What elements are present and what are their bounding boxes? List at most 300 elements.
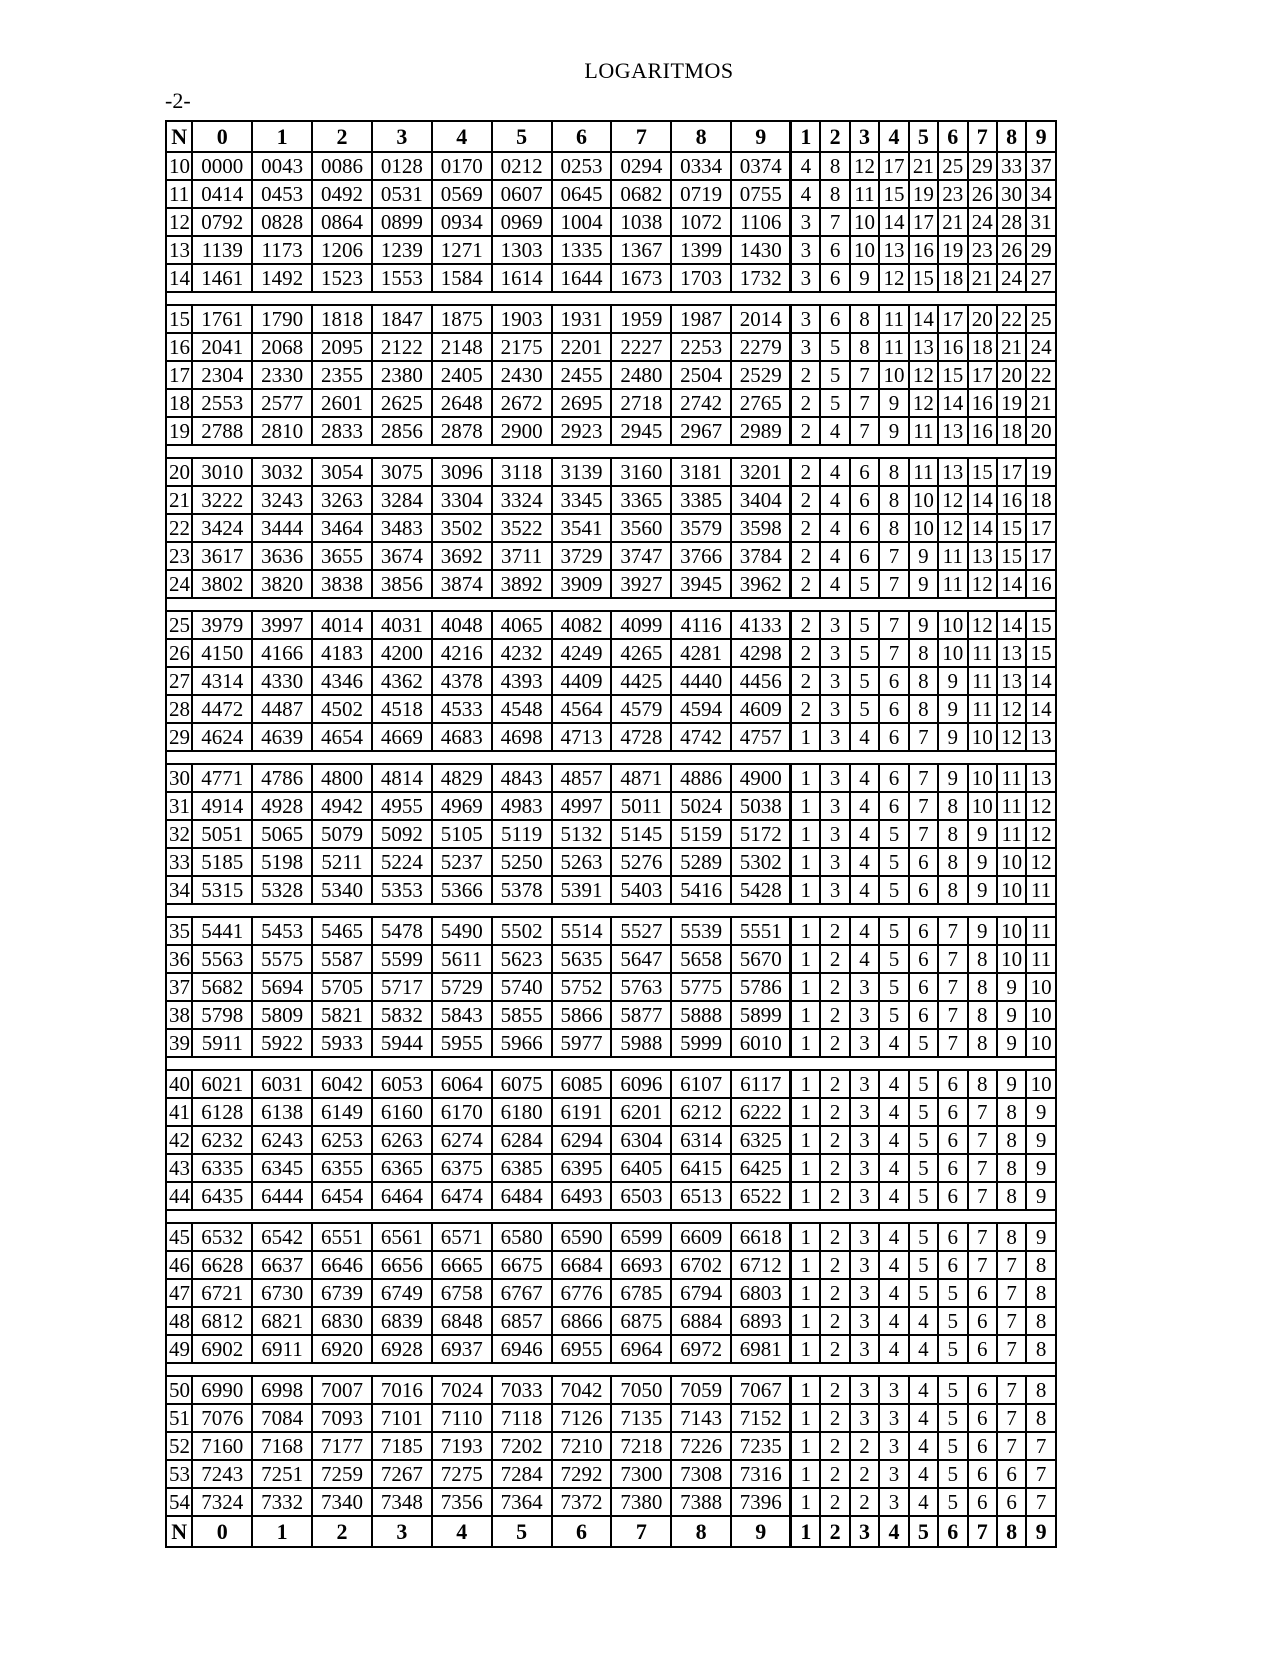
proportional-part-cell: 12	[968, 611, 997, 639]
mantissa-cell: 6972	[671, 1335, 731, 1363]
proportional-part-cell: 12	[997, 695, 1026, 723]
mantissa-cell: 7332	[252, 1488, 312, 1516]
proportional-part-cell: 6	[938, 1182, 967, 1210]
table-row	[166, 764, 1056, 792]
proportional-part-cell: 7	[938, 973, 967, 1001]
header-proportional-9: 9	[1026, 121, 1056, 152]
mantissa-cell: 5237	[432, 848, 492, 876]
proportional-part-cell: 9	[938, 667, 967, 695]
proportional-part-cell: 5	[909, 1279, 938, 1307]
table-row	[166, 820, 1056, 848]
proportional-part-cell: 22	[1026, 361, 1056, 389]
mantissa-cell: 3054	[312, 458, 372, 486]
mantissa-cell: 5611	[432, 945, 492, 973]
mantissa-cell: 4425	[611, 667, 671, 695]
proportional-part-cell: 19	[997, 389, 1026, 417]
proportional-part-cell: 4	[850, 848, 879, 876]
table-row	[166, 723, 1056, 751]
table-row	[166, 458, 1056, 486]
row-number: 49	[166, 1335, 192, 1363]
proportional-part-cell: 4	[850, 792, 879, 820]
proportional-part-cell: 2	[820, 1432, 849, 1460]
mantissa-cell: 7226	[671, 1432, 731, 1460]
mantissa-cell: 7101	[372, 1404, 432, 1432]
mantissa-cell: 6365	[372, 1154, 432, 1182]
proportional-part-cell: 8	[820, 180, 849, 208]
proportional-part-cell: 3	[879, 1432, 908, 1460]
mantissa-cell: 4472	[192, 695, 252, 723]
proportional-part-cell: 4	[909, 1488, 938, 1516]
proportional-part-cell: 1	[791, 1182, 820, 1210]
mantissa-cell: 3874	[432, 570, 492, 598]
mantissa-cell: 0792	[192, 208, 252, 236]
proportional-part-cell: 4	[820, 486, 849, 514]
mantissa-cell: 5038	[731, 792, 791, 820]
mantissa-cell: 3579	[671, 514, 731, 542]
proportional-part-cell: 6	[820, 264, 849, 292]
mantissa-cell: 6435	[192, 1182, 252, 1210]
proportional-part-cell: 3	[820, 820, 849, 848]
mantissa-cell: 3856	[372, 570, 432, 598]
proportional-part-cell: 2	[850, 1432, 879, 1460]
mantissa-cell: 5289	[671, 848, 731, 876]
group-separator-cell	[166, 292, 1056, 305]
proportional-part-cell: 5	[879, 973, 908, 1001]
proportional-part-cell: 23	[968, 236, 997, 264]
proportional-part-cell: 1	[791, 1460, 820, 1488]
proportional-part-cell: 1	[791, 1251, 820, 1279]
mantissa-cell: 6405	[611, 1154, 671, 1182]
proportional-part-cell: 2	[820, 1460, 849, 1488]
proportional-part-cell: 6	[938, 1154, 967, 1182]
proportional-part-cell: 4	[879, 1029, 908, 1057]
mantissa-cell: 4456	[731, 667, 791, 695]
mantissa-cell: 2923	[552, 417, 612, 445]
row-number: 54	[166, 1488, 192, 1516]
mantissa-cell: 2833	[312, 417, 372, 445]
mantissa-cell: 6618	[731, 1223, 791, 1251]
proportional-part-cell: 12	[1026, 792, 1056, 820]
proportional-part-cell: 4	[879, 1098, 908, 1126]
mantissa-cell: 4166	[252, 639, 312, 667]
table-row	[166, 570, 1056, 598]
mantissa-cell: 3304	[432, 486, 492, 514]
mantissa-cell: 3979	[192, 611, 252, 639]
header-proportional-3: 3	[850, 1516, 879, 1547]
mantissa-cell: 0569	[432, 180, 492, 208]
proportional-part-cell: 1	[791, 1432, 820, 1460]
mantissa-cell: 3424	[192, 514, 252, 542]
group-separator	[166, 1057, 1056, 1070]
mantissa-cell: 5933	[312, 1029, 372, 1057]
proportional-part-cell: 12	[909, 361, 938, 389]
mantissa-cell: 6990	[192, 1376, 252, 1404]
mantissa-cell: 3243	[252, 486, 312, 514]
mantissa-cell: 7340	[312, 1488, 372, 1516]
header-proportional-7: 7	[968, 1516, 997, 1547]
mantissa-cell: 5315	[192, 876, 252, 904]
row-number: 35	[166, 917, 192, 945]
mantissa-cell: 2480	[611, 361, 671, 389]
mantissa-cell: 6656	[372, 1251, 432, 1279]
proportional-part-cell: 3	[879, 1488, 908, 1516]
mantissa-cell: 7193	[432, 1432, 492, 1460]
mantissa-cell: 3118	[492, 458, 552, 486]
proportional-part-cell: 17	[909, 208, 938, 236]
header-mantissa-3: 3	[372, 1516, 432, 1547]
row-number: 33	[166, 848, 192, 876]
mantissa-cell: 7135	[611, 1404, 671, 1432]
mantissa-cell: 5740	[492, 973, 552, 1001]
proportional-part-cell: 2	[820, 945, 849, 973]
mantissa-cell: 5694	[252, 973, 312, 1001]
proportional-part-cell: 2	[820, 1029, 849, 1057]
header-proportional-2: 2	[820, 1516, 849, 1547]
proportional-part-cell: 4	[909, 1460, 938, 1488]
proportional-part-cell: 9	[879, 417, 908, 445]
mantissa-cell: 5888	[671, 1001, 731, 1029]
proportional-part-cell: 15	[997, 542, 1026, 570]
proportional-part-cell: 2	[820, 1307, 849, 1335]
proportional-part-cell: 1	[791, 1098, 820, 1126]
mantissa-cell: 6684	[552, 1251, 612, 1279]
mantissa-cell: 6646	[312, 1251, 372, 1279]
group-separator-cell	[166, 445, 1056, 458]
mantissa-cell: 3365	[611, 486, 671, 514]
mantissa-cell: 4232	[492, 639, 552, 667]
header-mantissa-7: 7	[611, 1516, 671, 1547]
mantissa-cell: 0414	[192, 180, 252, 208]
proportional-part-cell: 11	[850, 180, 879, 208]
mantissa-cell: 6345	[252, 1154, 312, 1182]
header-mantissa-6: 6	[552, 1516, 612, 1547]
mantissa-cell: 3075	[372, 458, 432, 486]
mantissa-cell: 4346	[312, 667, 372, 695]
proportional-part-cell: 7	[850, 361, 879, 389]
mantissa-cell: 6096	[611, 1070, 671, 1098]
mantissa-cell: 4082	[552, 611, 612, 639]
proportional-part-cell: 7	[938, 1001, 967, 1029]
mantissa-cell: 3464	[312, 514, 372, 542]
proportional-part-cell: 3	[820, 848, 849, 876]
header-proportional-6: 6	[938, 121, 967, 152]
mantissa-cell: 7024	[432, 1376, 492, 1404]
mantissa-cell: 2989	[731, 417, 791, 445]
proportional-part-cell: 7	[968, 1182, 997, 1210]
proportional-part-cell: 3	[850, 1154, 879, 1182]
proportional-part-cell: 3	[820, 667, 849, 695]
proportional-part-cell: 6	[968, 1307, 997, 1335]
table-row	[166, 945, 1056, 973]
proportional-part-cell: 2	[791, 639, 820, 667]
mantissa-cell: 6532	[192, 1223, 252, 1251]
proportional-part-cell: 1	[791, 1279, 820, 1307]
proportional-part-cell: 6	[968, 1460, 997, 1488]
header-mantissa-6: 6	[552, 121, 612, 152]
row-number: 50	[166, 1376, 192, 1404]
proportional-part-cell: 6	[968, 1404, 997, 1432]
proportional-part-cell: 14	[1026, 667, 1056, 695]
mantissa-cell: 6484	[492, 1182, 552, 1210]
mantissa-cell: 3729	[552, 542, 612, 570]
mantissa-cell: 4314	[192, 667, 252, 695]
proportional-part-cell: 1	[791, 945, 820, 973]
proportional-part-cell: 14	[909, 305, 938, 333]
row-number: 47	[166, 1279, 192, 1307]
proportional-part-cell: 6	[879, 695, 908, 723]
proportional-part-cell: 2	[791, 486, 820, 514]
proportional-part-cell: 9	[909, 542, 938, 570]
mantissa-cell: 3502	[432, 514, 492, 542]
mantissa-cell: 1335	[552, 236, 612, 264]
mantissa-cell: 3139	[552, 458, 612, 486]
proportional-part-cell: 7	[968, 1251, 997, 1279]
proportional-part-cell: 2	[820, 1335, 849, 1363]
proportional-part-cell: 4	[909, 1335, 938, 1363]
mantissa-cell: 7168	[252, 1432, 312, 1460]
mantissa-cell: 7067	[731, 1376, 791, 1404]
mantissa-cell: 2529	[731, 361, 791, 389]
mantissa-cell: 4116	[671, 611, 731, 639]
proportional-part-cell: 7	[938, 917, 967, 945]
proportional-part-cell: 4	[850, 945, 879, 973]
mantissa-cell: 2068	[252, 333, 312, 361]
mantissa-cell: 5855	[492, 1001, 552, 1029]
proportional-part-cell: 17	[968, 361, 997, 389]
proportional-part-cell: 7	[909, 764, 938, 792]
mantissa-cell: 4742	[671, 723, 731, 751]
table-row	[166, 695, 1056, 723]
mantissa-cell: 6444	[252, 1182, 312, 1210]
proportional-part-cell: 3	[879, 1460, 908, 1488]
table-row	[166, 1126, 1056, 1154]
proportional-part-cell: 4	[850, 876, 879, 904]
mantissa-cell: 6749	[372, 1279, 432, 1307]
mantissa-cell: 5185	[192, 848, 252, 876]
mantissa-cell: 6628	[192, 1251, 252, 1279]
proportional-part-cell: 3	[879, 1404, 908, 1432]
mantissa-cell: 4014	[312, 611, 372, 639]
mantissa-cell: 5658	[671, 945, 731, 973]
proportional-part-cell: 10	[938, 611, 967, 639]
mantissa-cell: 4871	[611, 764, 671, 792]
proportional-part-cell: 10	[850, 208, 879, 236]
header-n: N	[166, 121, 192, 152]
mantissa-cell: 2648	[432, 389, 492, 417]
proportional-part-cell: 2	[820, 1070, 849, 1098]
proportional-part-cell: 7	[997, 1335, 1026, 1363]
proportional-part-cell: 4	[820, 570, 849, 598]
mantissa-cell: 2455	[552, 361, 612, 389]
mantissa-cell: 5944	[372, 1029, 432, 1057]
mantissa-cell: 6599	[611, 1223, 671, 1251]
header-proportional-1: 1	[791, 121, 820, 152]
mantissa-cell: 6304	[611, 1126, 671, 1154]
proportional-part-cell: 2	[820, 1126, 849, 1154]
mantissa-cell: 2380	[372, 361, 432, 389]
page-number: -2-	[165, 88, 191, 113]
proportional-part-cell: 21	[938, 208, 967, 236]
proportional-part-cell: 12	[909, 389, 938, 417]
mantissa-cell: 4330	[252, 667, 312, 695]
mantissa-cell: 5105	[432, 820, 492, 848]
row-number: 30	[166, 764, 192, 792]
mantissa-cell: 6609	[671, 1223, 731, 1251]
proportional-part-cell: 8	[997, 1154, 1026, 1182]
header-proportional-9: 9	[1026, 1516, 1056, 1547]
proportional-part-cell: 6	[997, 1460, 1026, 1488]
mantissa-cell: 4886	[671, 764, 731, 792]
mantissa-cell: 4183	[312, 639, 372, 667]
group-separator	[166, 292, 1056, 305]
mantissa-cell: 2355	[312, 361, 372, 389]
proportional-part-cell: 29	[1026, 236, 1056, 264]
mantissa-cell: 2967	[671, 417, 731, 445]
proportional-part-cell: 1	[791, 876, 820, 904]
table-row	[166, 1029, 1056, 1057]
proportional-part-cell: 5	[938, 1376, 967, 1404]
mantissa-cell: 5490	[432, 917, 492, 945]
mantissa-cell: 3324	[492, 486, 552, 514]
mantissa-cell: 4031	[372, 611, 432, 639]
proportional-part-cell: 14	[938, 389, 967, 417]
proportional-part-cell: 17	[1026, 514, 1056, 542]
mantissa-cell: 7324	[192, 1488, 252, 1516]
row-number: 40	[166, 1070, 192, 1098]
mantissa-cell: 1139	[192, 236, 252, 264]
proportional-part-cell: 15	[879, 180, 908, 208]
row-number: 27	[166, 667, 192, 695]
mantissa-cell: 2504	[671, 361, 731, 389]
mantissa-cell: 1271	[432, 236, 492, 264]
proportional-part-cell: 8	[909, 695, 938, 723]
mantissa-cell: 5821	[312, 1001, 372, 1029]
mantissa-cell: 6263	[372, 1126, 432, 1154]
mantissa-cell: 4409	[552, 667, 612, 695]
mantissa-cell: 7110	[432, 1404, 492, 1432]
proportional-part-cell: 10	[997, 848, 1026, 876]
mantissa-cell: 6981	[731, 1335, 791, 1363]
proportional-part-cell: 8	[850, 305, 879, 333]
proportional-part-cell: 1	[791, 820, 820, 848]
mantissa-cell: 4200	[372, 639, 432, 667]
proportional-part-cell: 12	[1026, 820, 1056, 848]
mantissa-cell: 7218	[611, 1432, 671, 1460]
proportional-part-cell: 7	[879, 639, 908, 667]
proportional-part-cell: 6	[820, 236, 849, 264]
proportional-part-cell: 12	[968, 570, 997, 598]
mantissa-cell: 6821	[252, 1307, 312, 1335]
proportional-part-cell: 2	[820, 1376, 849, 1404]
mantissa-cell: 4639	[252, 723, 312, 751]
mantissa-cell: 1959	[611, 305, 671, 333]
table-row	[166, 264, 1056, 292]
group-separator	[166, 1363, 1056, 1376]
mantissa-cell: 4654	[312, 723, 372, 751]
table-row	[166, 236, 1056, 264]
proportional-part-cell: 4	[850, 723, 879, 751]
mantissa-cell: 5092	[372, 820, 432, 848]
mantissa-cell: 7300	[611, 1460, 671, 1488]
proportional-part-cell: 6	[820, 305, 849, 333]
proportional-part-cell: 1	[791, 1223, 820, 1251]
proportional-part-cell: 7	[850, 389, 879, 417]
proportional-part-cell: 17	[1026, 542, 1056, 570]
mantissa-cell: 0043	[252, 152, 312, 180]
proportional-part-cell: 8	[1026, 1251, 1056, 1279]
mantissa-cell: 5635	[552, 945, 612, 973]
mantissa-cell: 5340	[312, 876, 372, 904]
mantissa-cell: 5051	[192, 820, 252, 848]
mantissa-cell: 6998	[252, 1376, 312, 1404]
mantissa-cell: 5441	[192, 917, 252, 945]
proportional-part-cell: 10	[850, 236, 879, 264]
proportional-part-cell: 29	[968, 152, 997, 180]
mantissa-cell: 5717	[372, 973, 432, 1001]
mantissa-cell: 1430	[731, 236, 791, 264]
mantissa-cell: 4997	[552, 792, 612, 820]
row-number: 20	[166, 458, 192, 486]
mantissa-cell: 4502	[312, 695, 372, 723]
mantissa-cell: 7372	[552, 1488, 612, 1516]
proportional-part-cell: 1	[791, 723, 820, 751]
header-mantissa-9: 9	[731, 121, 791, 152]
mantissa-cell: 1461	[192, 264, 252, 292]
proportional-part-cell: 5	[938, 1432, 967, 1460]
row-number: 24	[166, 570, 192, 598]
proportional-part-cell: 5	[909, 1251, 938, 1279]
proportional-part-cell: 9	[997, 1029, 1026, 1057]
header-mantissa-5: 5	[492, 1516, 552, 1547]
mantissa-cell: 6767	[492, 1279, 552, 1307]
mantissa-cell: 1206	[312, 236, 372, 264]
mantissa-cell: 7210	[552, 1432, 612, 1460]
proportional-part-cell: 2	[791, 361, 820, 389]
mantissa-cell: 1173	[252, 236, 312, 264]
row-number: 45	[166, 1223, 192, 1251]
mantissa-cell: 0899	[372, 208, 432, 236]
proportional-part-cell: 6	[879, 792, 908, 820]
proportional-part-cell: 8	[909, 639, 938, 667]
mantissa-cell: 6571	[432, 1223, 492, 1251]
mantissa-cell: 6665	[432, 1251, 492, 1279]
mantissa-cell: 1614	[492, 264, 552, 292]
proportional-part-cell: 2	[820, 1251, 849, 1279]
table-row	[166, 152, 1056, 180]
mantissa-cell: 7243	[192, 1460, 252, 1488]
proportional-part-cell: 8	[1026, 1307, 1056, 1335]
mantissa-cell: 2253	[671, 333, 731, 361]
proportional-part-cell: 7	[820, 208, 849, 236]
header-mantissa-0: 0	[192, 1516, 252, 1547]
proportional-part-cell: 2	[791, 458, 820, 486]
mantissa-cell: 2945	[611, 417, 671, 445]
mantissa-cell: 7356	[432, 1488, 492, 1516]
table-row	[166, 333, 1056, 361]
proportional-part-cell: 2	[820, 1154, 849, 1182]
proportional-part-cell: 8	[850, 333, 879, 361]
proportional-part-cell: 24	[968, 208, 997, 236]
mantissa-cell: 5843	[432, 1001, 492, 1029]
proportional-part-cell: 11	[909, 458, 938, 486]
table-row	[166, 542, 1056, 570]
mantissa-cell: 5809	[252, 1001, 312, 1029]
mantissa-cell: 5682	[192, 973, 252, 1001]
row-number: 43	[166, 1154, 192, 1182]
proportional-part-cell: 23	[938, 180, 967, 208]
proportional-part-cell: 21	[968, 264, 997, 292]
mantissa-cell: 0294	[611, 152, 671, 180]
